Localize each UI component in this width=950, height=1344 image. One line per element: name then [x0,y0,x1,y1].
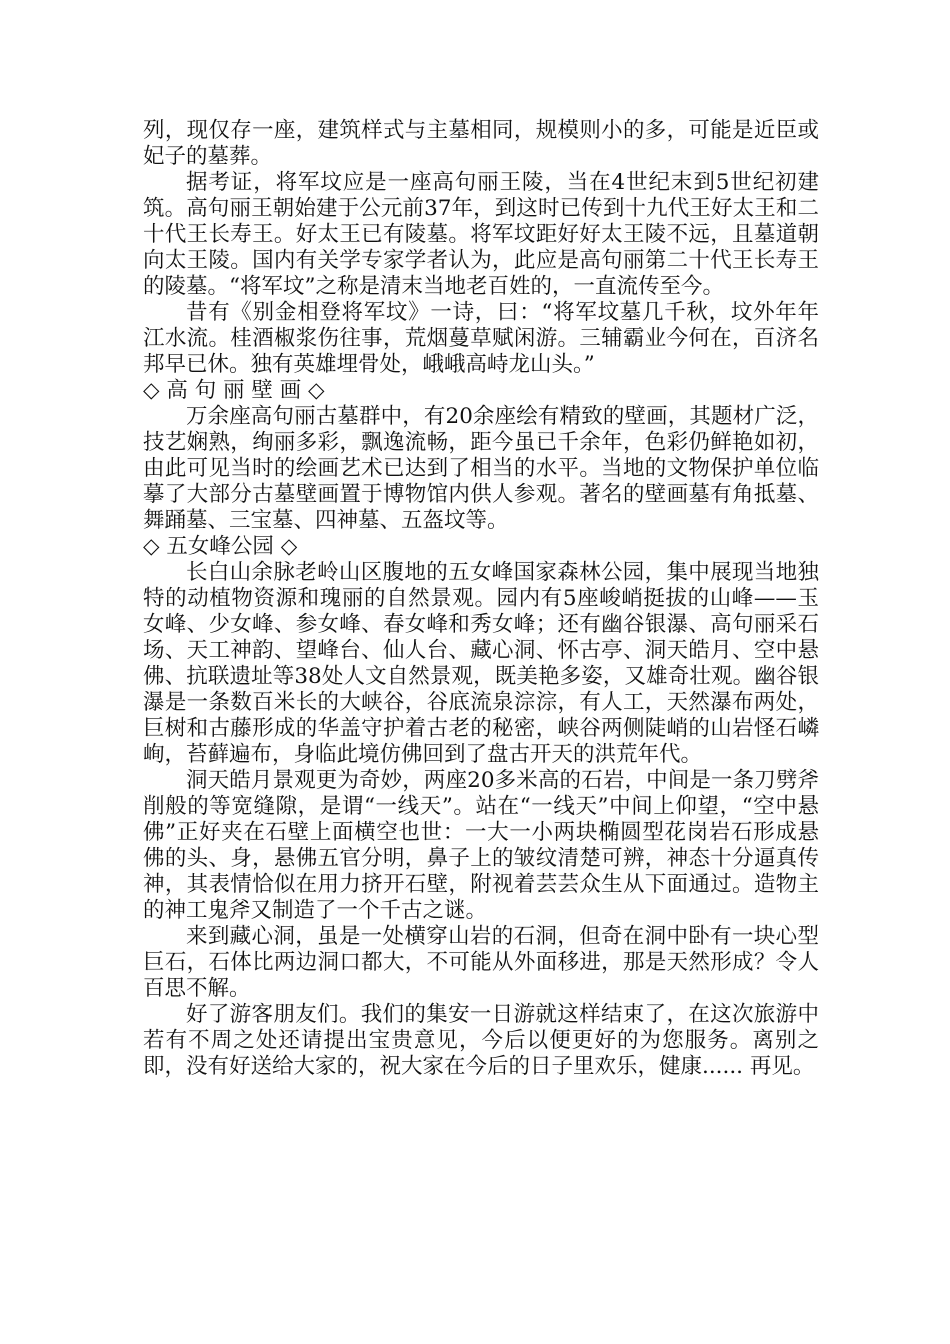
section-heading-wunvfeng: ◇ 五女峰公园 ◇ [143,534,298,559]
paragraph-poem: 昔有《别金相登将军坟》一诗，曰：“将军坟墓几千秋，坟外年年江水流。桂酒椒浆伤往事，荒烟蔓草赋闲游。三辅霸业今何在，百济名邦早已休。独有英雄埋骨处，峨峨高峙龙山头。” [143,300,819,377]
section-heading-murals: ◇ 高 句 丽 壁 画 ◇ [143,378,325,403]
paragraph-wunvfeng-park: 长白山余脉老岭山区腹地的五女峰国家森林公园，集中展现当地独特的动植物资源和瑰丽的自然景观。园内有5座峻峭挺拔的山峰——玉女峰、少女峰、参女峰、春女峰和秀女峰；还有幽谷银瀑、高句丽采石场、天工神韵、望峰台、仙人台、藏心洞、怀古亭、洞天皓月、空中悬佛、抗联遗址等38处人文自然景观，既美艳多姿，又雄奇壮观。幽谷银瀑是一条数百米长的大峡谷，谷底流泉淙淙，有人工，天然瀑布两处，巨树和古藤形成的华盖守护着古老的秘密，峡谷两侧陡峭的山岩怪石嶙峋，苔藓遍布，身临此境仿佛回到了盘古开天的洪荒年代。 [143,560,819,767]
paragraph-murals: 万余座高句丽古墓群中，有20余座绘有精致的壁画，其题材广泛，技艺娴熟，绚丽多彩，飘逸流畅，距今虽已千余年，色彩仍鲜艳如初，由此可见当时的绘画艺术已达到了相当的水平。当地的文物保护单位临摹了大部分古墓壁画置于博物馆内供人参观。著名的壁画墓有角抵墓、舞踊墓、三宝墓、四神墓、五盔坟等。 [143,404,819,533]
paragraph-farewell: 好了游客朋友们。我们的集安一日游就这样结束了，在这次旅游中若有不周之处还请提出宝贵意见，今后以便更好的为您服务。离别之即，没有好送给大家的，祝大家在今后的日子里欢乐，健康...... 再见。 [143,1002,819,1079]
paragraph-cangxin-cave: 来到藏心洞，虽是一处横穿山岩的石洞，但奇在洞中卧有一块心型巨石，石体比两边洞口都大，不可能从外面移进，那是天然形成？令人百思不解。 [143,924,819,1001]
document-body [143,118,819,1080]
paragraph-continuation: 列，现仅存一座，建筑样式与主墓相同，规模则小的多，可能是近臣或妃子的墓葬。 [143,118,819,169]
paragraph-general-tomb: 据考证，将军坟应是一座高句丽王陵，当在4世纪末到5世纪初建筑。高句丽王朝始建于公元前37年，到这时已传到十九代王好太王和二十代王长寿王。好太王已有陵墓。将军坟距好好太王陵不远，且墓道朝向太王陵。国内有关学专家学者认为，此应是高句丽第二十代王长寿王的陵墓。“将军坟”之称是清末当地老百姓的，一直流传至今。 [143,170,819,299]
paragraph-dongtian-haoyue: 洞天皓月景观更为奇妙，两座20多米高的石岩，中间是一条刀劈斧削般的等宽缝隙，是谓“一线天”。站在“一线天”中间上仰望，“空中悬佛”正好夹在石壁上面横空也世：一大一小两块椭圆型花岗岩石形成悬佛的头、身，悬佛五官分明，鼻子上的皱纹清楚可辨，神态十分逼真传神，其表情恰似在用力挤开石壁，附视着芸芸众生从下面通过。造物主的神工鬼斧又制造了一个千古之谜。 [143,768,819,923]
